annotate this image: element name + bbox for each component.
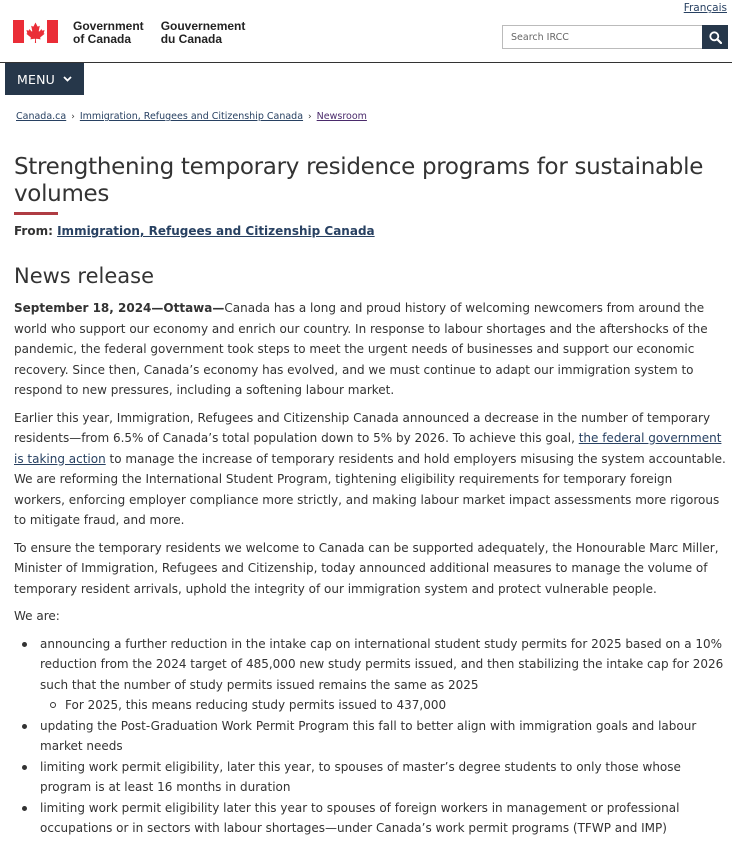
from-department-link[interactable]: Immigration, Refugees and Citizenship Canada	[57, 224, 375, 238]
breadcrumb-canada-ca[interactable]: Canada.ca	[16, 111, 67, 122]
list-item: limiting work permit eligibility later this year to spouses of foreign workers in management or professional occupations or in sectors with labour shortages—under Canada’s work permit programs (TFWP and IMP)	[14, 798, 726, 839]
paragraph-2	[14, 408, 726, 531]
list-item-text: announcing a further reduction in the intake cap on international student study permits for 2025 based on a 10% reduction from the 2024 target of 485,000 new study permits issued, and then stabilizing the intake cap for 2026 such that the number of study permits issued remains the same as 2025	[40, 636, 724, 692]
language-toggle-link[interactable]: Français	[683, 2, 727, 14]
search-button[interactable]	[702, 25, 728, 49]
dateline: September 18, 2024—Ottawa—	[14, 301, 225, 315]
breadcrumb-newsroom[interactable]: Newsroom	[316, 111, 367, 122]
canada-flag-icon	[13, 20, 58, 43]
title-accent-rule	[14, 212, 58, 215]
paragraph-1-text: Canada has a long and proud history of welcoming newcomers from around the world who support our economy and enrich our country. In response to labour shortages and the aftershocks of the pandemic, the federal government took steps to meet the urgent needs of businesses and support our economic recovery. Since then, Canada’s economy has evolved, and we must continue to adapt our immigration system to respond to new pressures, including a softening labour market.	[14, 301, 708, 397]
paragraph-4: We are:	[14, 609, 60, 623]
paragraph-2-text-end: to manage the increase of temporary residents and hold employers misusing the system accountable. We are reforming the International Student Program, tightening eligibility requirements for temporary foreign workers, enforcing employer compliance more strictly, and making labour market impact assessments more rigorous to mitigate fraud, and more.	[14, 451, 726, 527]
page-title: Strengthening temporary residence programs for sustainable volumes	[14, 154, 704, 207]
gov-name-en-line2: of Canada	[73, 31, 132, 46]
list-item: updating the Post-Graduation Work Permit Program this fall to better align with immigration goals and labour market needs	[14, 716, 726, 757]
list-item: limiting work permit eligibility, later this year, to spouses of master’s degree students to only those whose program is at least 16 months in duration	[14, 757, 726, 798]
breadcrumb-chevron-icon: ›	[308, 111, 312, 122]
breadcrumb-chevron-icon: ›	[71, 111, 75, 122]
header-divider	[0, 62, 732, 63]
list-item	[14, 634, 726, 716]
article-body	[14, 298, 726, 839]
paragraph-1	[14, 298, 726, 401]
search-input[interactable]	[502, 25, 702, 49]
gov-name-fr-line1: Gouvernement	[160, 19, 246, 33]
federal-government-action-link[interactable]: the federal government is taking action	[14, 431, 722, 466]
from-label: From:	[14, 224, 53, 238]
chevron-down-icon	[63, 76, 72, 82]
menu-label: MENU	[17, 71, 55, 87]
search-bar	[502, 25, 728, 49]
from-line	[14, 224, 375, 238]
gov-name-en-line1: Government	[73, 19, 144, 33]
breadcrumb-ircc[interactable]: Immigration, Refugees and Citizenship Canada	[79, 111, 304, 122]
government-of-canada-signature[interactable]	[13, 20, 245, 45]
paragraph-2-text-start: Earlier this year, Immigration, Refugees and Citizenship Canada announced a decrease in the number of temporary residents—from 6.5% of Canada’s total population down to 5% by 2026. To achieve this goal,	[14, 410, 711, 445]
paragraph-3: To ensure the temporary residents we welcome to Canada can be supported adequately, the Honourable Marc Miller, Minister of Immigration, Refugees and Citizenship, today announced additional measures to manage the volume of temporary resident arrivals, uphold the integrity of our immigration system and protect vulnerable people.	[14, 540, 719, 596]
sub-list-item: For 2025, this means reducing study permits issued to 437,000	[40, 695, 726, 716]
news-release-heading: News release	[14, 264, 154, 288]
search-icon	[709, 31, 722, 44]
breadcrumb	[16, 111, 367, 122]
gov-name-fr	[161, 20, 246, 45]
menu-button[interactable]	[5, 63, 84, 95]
measures-list	[14, 634, 726, 839]
gov-name-en	[73, 20, 144, 45]
sub-list	[40, 695, 726, 716]
gov-name-fr-line2: du Canada	[160, 31, 223, 46]
